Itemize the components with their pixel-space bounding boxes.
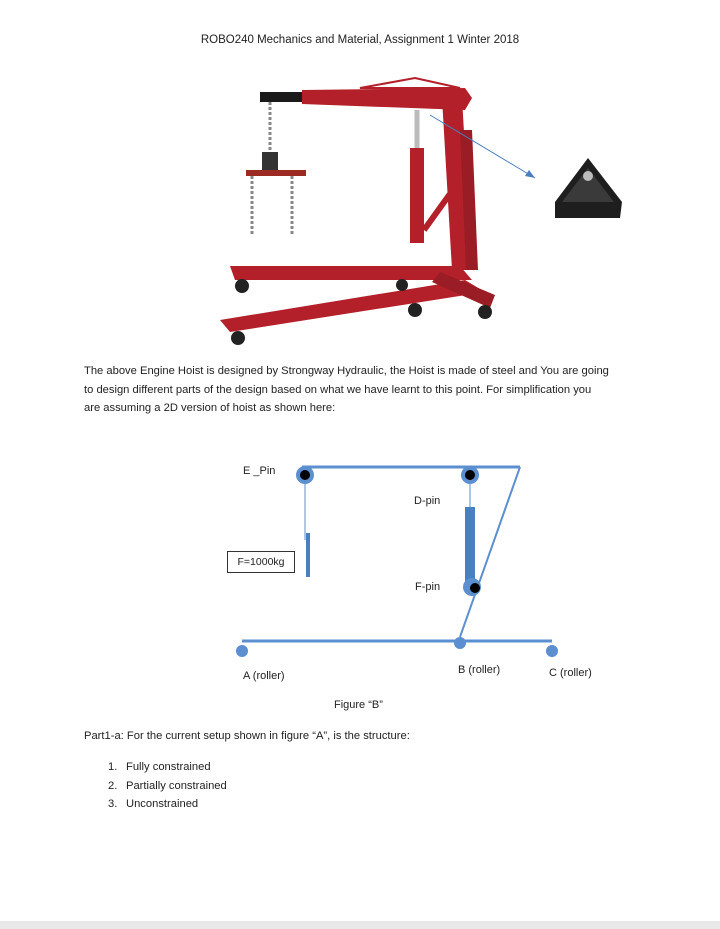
intro-line: to design different parts of the design based on what we have learnt to this point. For simplification you <box>84 383 592 396</box>
option-number: 2. <box>108 779 118 792</box>
roller-b <box>454 637 466 649</box>
f-pin-label: F-pin <box>415 581 441 593</box>
intro-line: are assuming a 2D version of hoist as shown here: <box>84 402 336 414</box>
roller-c-label: C (roller) <box>549 667 592 679</box>
e-pin-center <box>300 470 310 480</box>
roller-a-label: A (roller) <box>243 670 285 682</box>
intro-line: The above Engine Hoist is designed by Strongway Hydraulic, the Hoist is made of steel and You are going <box>84 365 609 377</box>
hydraulic-ram <box>465 507 475 585</box>
option-text: Partially constrained <box>126 779 227 792</box>
option-item <box>108 758 227 777</box>
page-title: ROBO240 Mechanics and Material, Assignment 1 Winter 2018 <box>200 34 520 46</box>
roller-c <box>546 645 558 657</box>
option-number: 1. <box>108 761 118 773</box>
hoist-illustration <box>220 78 622 345</box>
options-list <box>108 758 227 814</box>
d-pin-center <box>465 470 475 480</box>
option-text: Fully constrained <box>126 761 211 773</box>
option-item <box>108 777 227 796</box>
option-item <box>108 795 227 814</box>
question-text: Part1-a: For the current setup shown in figure “A”, is the structure: <box>84 730 410 742</box>
option-number: 3. <box>108 798 118 810</box>
bottom-bar <box>0 921 720 929</box>
force-label: F=1000kg <box>227 551 295 573</box>
f-pin-center <box>470 583 480 593</box>
intro-paragraph <box>84 362 644 418</box>
figure-caption: Figure “B” <box>334 699 383 711</box>
d-pin-label: D-pin <box>414 495 441 507</box>
roller-b-label: B (roller) <box>458 664 501 676</box>
option-text: Unconstrained <box>126 798 199 810</box>
figure-b-diagram <box>220 455 560 700</box>
engine-hoist-photo <box>210 70 660 360</box>
roller-a <box>236 645 248 657</box>
e-pin-label: E _Pin <box>243 465 276 477</box>
